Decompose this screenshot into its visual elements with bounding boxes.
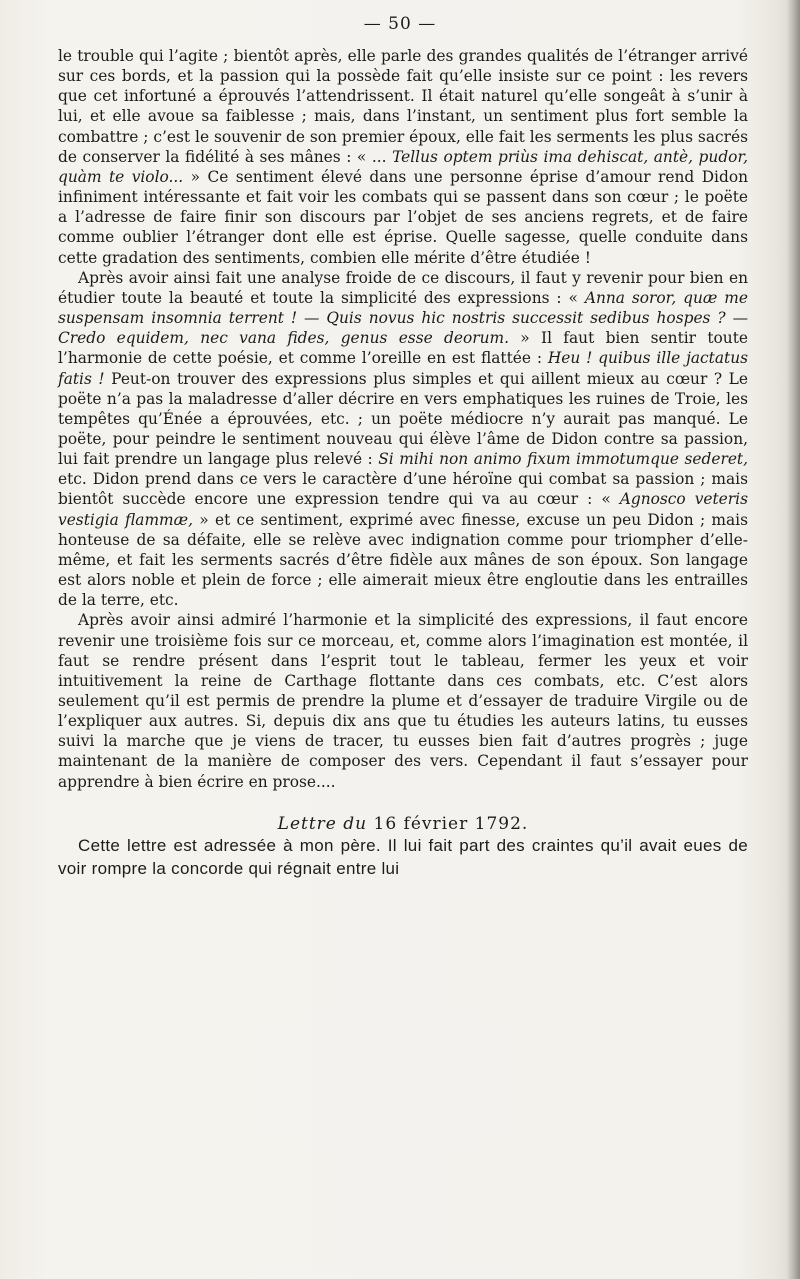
text-run: Après avoir ainsi admiré l’harmonie et la simplicité des expressions, il faut encore revenir une troisième fois sur ce morceau, et, comme alors l’imagination est montée, il faut se rendre présent dans l’esprit tout le tableau, fermer les yeux et voir intuitivement la reine de Carthage flottante dans ces combats, etc. C’est alors seulement qu’il est permis de prendre la plume et d’essayer de traduire Virgile ou de l’expliquer aux autres. Si, depuis dix ans que tu étudies les auteurs latins, tu eusses suivi la marche que je viens de tracer, tu eusses bien fait d’autres progrès ; juge maintenant de la manière de composer des vers. Cependant il faut s’essayer pour apprendre à bien écrire en prose.... xyxy=(58,611,748,791)
page-number: — 50 — xyxy=(363,14,437,34)
latin-quotation: Agnosco veteris vestigia flammæ, xyxy=(58,490,748,529)
paragraph-1 xyxy=(58,46,748,268)
paragraph-3 xyxy=(58,610,748,791)
text-run: etc. Didon prend dans ce vers le caractère d’une héroïne qui combat sa passion ; mais bientôt succède encore une expression tendre qui va au cœur : « xyxy=(58,470,748,509)
letter-heading xyxy=(58,814,748,834)
page-edge-shadow xyxy=(786,0,800,1279)
text-run: Après avoir ainsi fait une analyse froide de ce discours, il faut y revenir pour bien en étudier toute la beauté et toute la simplicité des expressions : « xyxy=(58,268,748,307)
latin-quotation: Heu ! quibus ille jactatus fatis ! xyxy=(58,349,748,388)
paragraph-2 xyxy=(58,268,748,611)
letter-heading-prefix: Lettre du xyxy=(277,813,374,834)
text-run: » Il faut bien sentir toute l’harmonie de cette poésie, et comme l’oreille en est flattée : xyxy=(58,329,748,368)
text-run: » et ce sentiment, exprimé avec finesse, excuse un peu Didon ; mais honteuse de sa défaite, elle se relève avec indignation comme pour triompher d’elle-même, et fait les serments sacrés d’être fidèle aux mânes de son époux. Son langage est alors noble et plein de force ; elle aimerait mieux être engloutie dans les entrailles de la terre, etc. xyxy=(58,510,748,610)
text-run: » Ce sentiment élevé dans une personne éprise d’amour rend Didon infiniment intéressante et fait voir les combats qui se passent dans son cœur ; le poëte a l’adresse de faire finir son discours par l’objet de ses anciens regrets, et de faire comme oublier l’étranger dont elle est éprise. Quelle sagesse, quelle conduite dans cette gradation des sentiments, combien elle mérite d’être étudiée ! xyxy=(58,167,748,267)
latin-quotation: Anna soror, quæ me suspensam insomnia terrent ! — Quis novus hic nostris successit sedibus hospes ? — Credo equidem, nec vana fides, genus esse deorum. xyxy=(58,288,748,348)
page-body xyxy=(58,46,748,880)
latin-quotation: Si mihi non animo fixum immotumque sederet, xyxy=(378,450,748,469)
text-run: Peut-on trouver des expressions plus simples et qui aillent mieux au cœur ? Le poëte n’a pas la maladresse d’aller décrire en vers emphatiques les ruines de Troie, les tempêtes qu’Énée a éprouvées, etc. ; un poëte médiocre n’y aurait pas manqué. Le poëte, pour peindre le sentiment nouveau qui élève l’âme de Didon contre sa passion, lui fait prendre un langage plus relevé : xyxy=(58,369,748,469)
text-run: le trouble qui l’agite ; bientôt après, elle parle des grandes qualités de l’étranger arrivé sur ces bords, et la passion qui la possède fait qu’elle insiste sur ce point : les revers que cet infortuné a éprouvés l’attendrissent. Il était naturel qu’elle songeât à s’unir à lui, et elle avoue sa faiblesse ; mais, dans l’instant, un sentiment plus fort semble la combattre ; c’est le souvenir de son premier époux, elle fait les serments les plus sacrés de conserver la fidélité à ses mânes : « ... xyxy=(58,47,748,166)
latin-quotation: Tellus optem priùs ima dehiscat, antè, pudor, quàm te violo... xyxy=(58,147,748,186)
letter-notice: Cette lettre est adressée à mon père. Il lui fait part des craintes qu’il avait eues de voir rompre la concorde qui régnait entre lui xyxy=(58,835,748,878)
letter-heading-date: 16 février 1792. xyxy=(373,813,529,834)
